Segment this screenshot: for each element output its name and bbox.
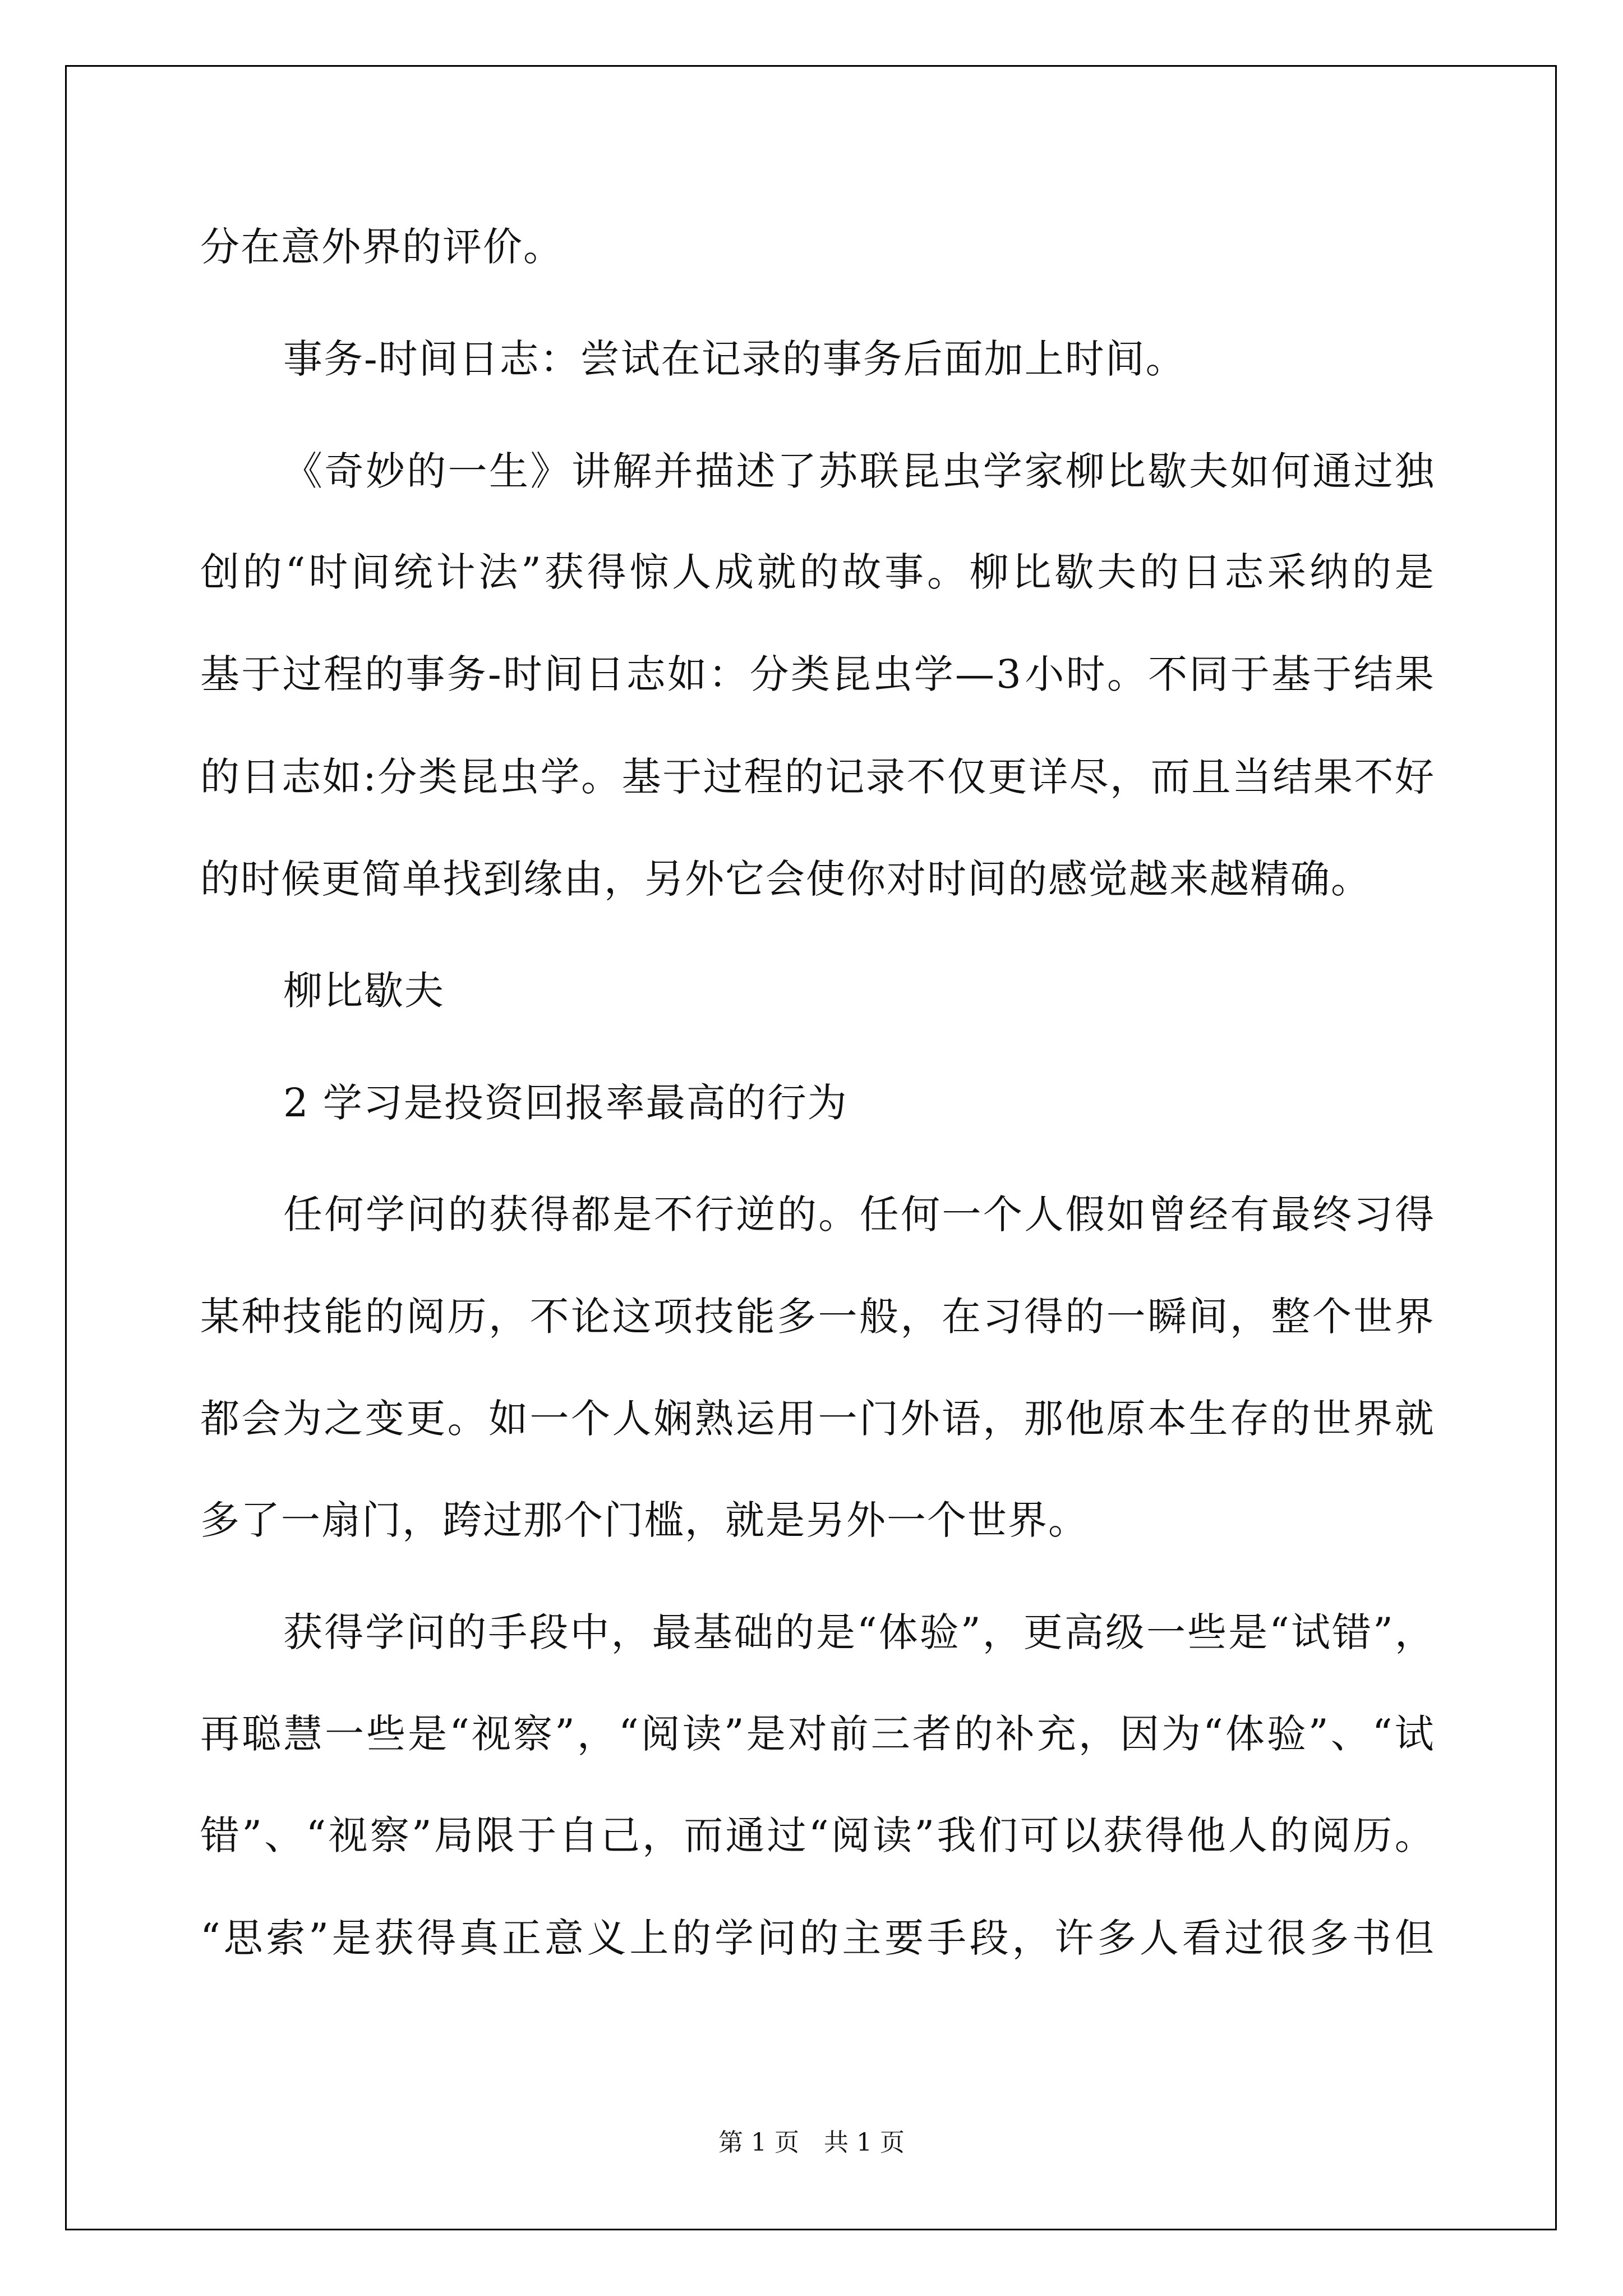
text-line: 创 的 “ 时 间 统 计 法 ” 获 得 惊 人 成 就 的 故 事 。 柳 比 歇 夫 的 日 志 采 纳 的 是 [200,549,1434,595]
text-line: 某 种 技 能 的 阅 历 ， 不 论 这 项 技 能 多 一 般 ， 在 习 得 的 一 瞬 间 ， 整 个 世 界 [200,1294,1434,1340]
text-line: 获 得 学 问 的 手 段 中 ， 最 基 础 的 是 “ 体 验 ” ， 更 高 级 一 些 是 “ 试 错 ” ， [283,1609,1434,1655]
page-number-footer: 第 1 页 共 1 页 [718,2128,905,2157]
text-line: 柳比歇夫 [283,968,445,1014]
text-line: 错 ” 、 “ 视 察 ” 局 限 于 自 己 ， 而 通 过 “ 阅 读 ” 我 们 可 以 获 得 他 人 的 阅 历 。 [200,1812,1434,1858]
text-line: 事务-时间日志：尝试在记录的事务后面加上时间。 [283,336,1186,382]
text-line: 都 会 为 之 变 更 。 如 一 个 人 娴 熟 运 用 一 门 外 语 ， 那 他 原 本 生 存 的 世 界 就 [200,1396,1434,1442]
text-line: 任 何 学 问 的 获 得 都 是 不 行 逆 的 。 任 何 一 个 人 假 如 曾 经 有 最 终 习 得 [283,1191,1434,1237]
text-line: 的时候更简单找到缘由，另外它会使你对时间的感觉越来越精确。 [200,856,1371,902]
text-line: 再 聪 慧 一 些 是 “ 视 察 ” ， “ 阅 读 ” 是 对 前 三 者 的 补 充 ， 因 为 “ 体 验 ” 、 “ 试 [200,1711,1434,1757]
text-line: “ 思 索 ” 是 获 得 真 正 意 义 上 的 学 问 的 主 要 手 段 ， 许 多 人 看 过 很 多 书 但 [200,1915,1434,1961]
text-line: 的 日 志 如 : 分 类 昆 虫 学 。 基 于 过 程 的 记 录 不 仅 更 详 尽 ， 而 且 当 结 果 不 好 [200,754,1434,800]
text-line: 《 奇 妙 的 一 生 》 讲 解 并 描 述 了 苏 联 昆 虫 学 家 柳 比 歇 夫 如 何 通 过 独 [283,448,1434,494]
text-line: 分在意外界的评价。 [200,224,564,270]
text-line: 多了一扇门，跨过那个门槛，就是另外一个世界。 [200,1497,1089,1543]
text-line: 基 于 过 程 的 事 务 - 时 间 日 志 如 ： 分 类 昆 虫 学 — 3 小 时 。 不 同 于 基 于 结 果 [200,651,1434,697]
section-heading: 2 学习是投资回报率最高的行为 [283,1080,848,1126]
